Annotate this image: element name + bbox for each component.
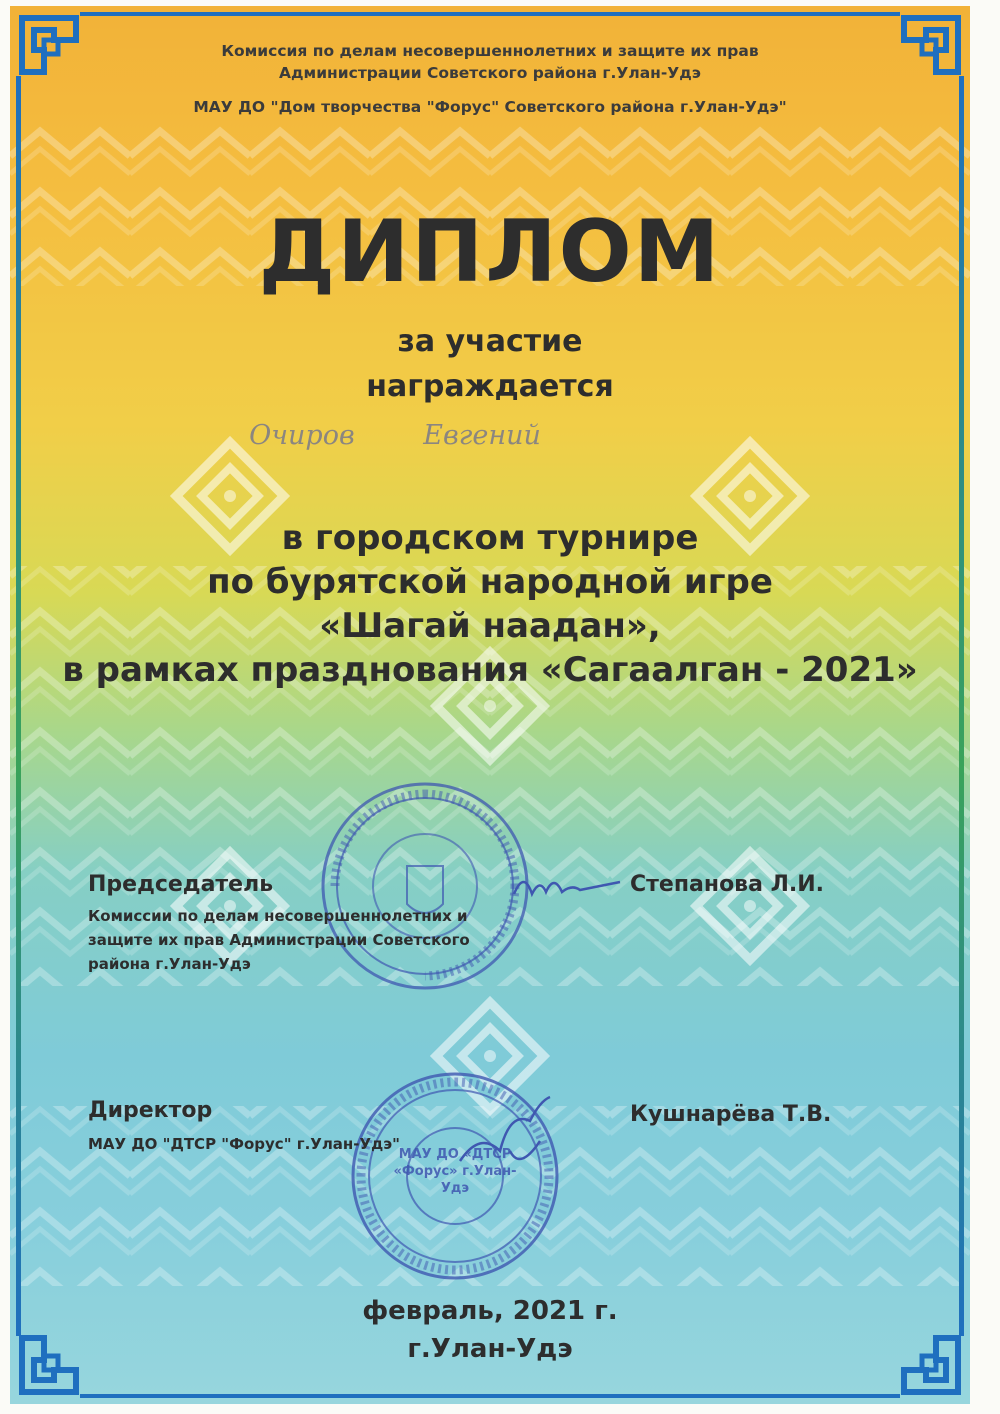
header-line-3: МАУ ДО "Дом творчества "Форус" Советского района г.Улан-Удэ" (193, 98, 787, 116)
signatory-1-name: Степанова Л.И. (630, 872, 825, 897)
frame-top (80, 12, 900, 16)
subtitle-line-2: награждается (366, 369, 614, 404)
award-line-1: в городском турнире (281, 518, 699, 558)
signatory-1-organization (88, 904, 528, 976)
signatory-2-organization: МАУ ДО "ДТСР "Форус" г.Улан-Удэ" (88, 1135, 400, 1153)
stamp-2-text: МАУ ДО «ДТСР «Форус» г.Улан-Удэ (393, 1147, 517, 1196)
signatory-1-org-line-2: защите их прав Администрации Советского (88, 931, 470, 949)
signatory-2-name: Кушнарёва Т.В. (630, 1102, 832, 1127)
footer-city: г.Улан-Удэ (407, 1334, 573, 1364)
header-organization (10, 40, 970, 84)
header-line-2: Администрации Советского района г.Улан-Удэ (279, 64, 701, 82)
signatory-1-org-line-3: района г.Улан-Удэ (88, 955, 251, 973)
award-line-3: «Шагай наадан», (319, 606, 661, 646)
recipient-handwritten: Очиров Евгений (249, 420, 541, 451)
signatory-1-org-line-1: Комиссии по делам несовершеннолетних и (88, 907, 468, 925)
signature-1 (510, 864, 630, 914)
diploma-sheet (10, 6, 970, 1404)
frame-bottom (80, 1394, 900, 1398)
subtitle-line-1: за участие (397, 324, 583, 359)
page-title: ДИПЛОМ (258, 202, 722, 302)
award-line-4: в рамках празднования «Сагаалган - 2021» (62, 650, 918, 690)
signatory-1-role: Председатель (88, 872, 274, 897)
header-line-1: Комиссия по делам несовершеннолетних и защите их прав (221, 42, 759, 60)
award-line-2: по бурятской народной игре (207, 562, 773, 602)
signatory-2-role: Директор (88, 1098, 213, 1123)
footer-date: февраль, 2021 г. (362, 1296, 618, 1326)
award-text (10, 516, 970, 692)
